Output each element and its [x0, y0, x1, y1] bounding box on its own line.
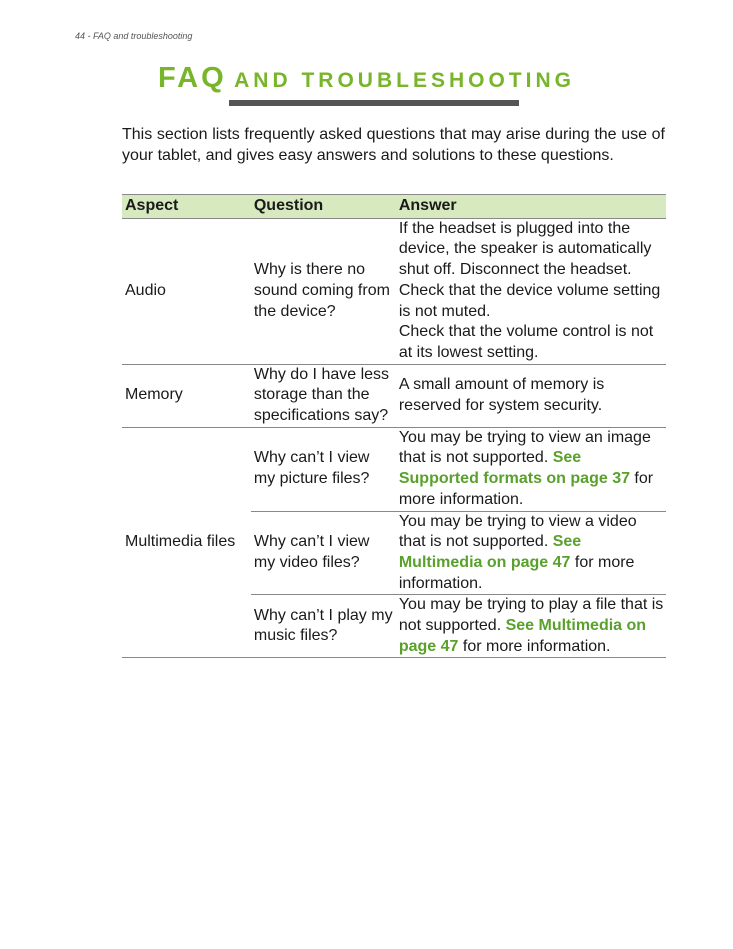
header-aspect: Aspect: [122, 195, 251, 219]
question-pictures: Why can’t I view my picture files?: [251, 427, 396, 511]
answer-audio-2: Check that the device volume setting is not muted.: [398, 281, 661, 320]
answer-video-text: You may be trying to view a video that is not supported.: [398, 512, 637, 551]
answer-music: [396, 595, 666, 658]
aspect-memory: Memory: [122, 364, 251, 427]
page-title: [0, 62, 733, 95]
header-question: Question: [251, 195, 396, 219]
question-memory: Why do I have less storage than the specifications say?: [251, 364, 396, 427]
question-audio: Why is there no sound coming from the device?: [251, 218, 396, 364]
link-supported-formats[interactable]: See Supported formats on page 37: [398, 449, 630, 488]
answer-pictures: [396, 427, 666, 511]
link-multimedia-music[interactable]: See Multimedia on page 47: [398, 617, 647, 655]
answer-video-tail: for more information.: [398, 553, 635, 592]
answer-pictures-text: You may be trying to view an image that is not supported.: [398, 428, 651, 467]
aspect-multimedia: Multimedia files: [122, 427, 251, 658]
question-video: Why can’t I view my video files?: [251, 511, 396, 595]
table-row-audio: [122, 218, 666, 364]
running-head: 44 - FAQ and troubleshooting: [75, 31, 193, 41]
answer-video: [396, 511, 666, 595]
table-row-pictures: [122, 427, 666, 511]
answer-pictures-tail: for more information.: [398, 470, 654, 508]
table-header-row: [122, 195, 666, 219]
answer-music-text: You may be trying to play a file that is not supported.: [398, 596, 664, 635]
answer-audio-1: If the headset is plugged into the device, the speaker is automatically shut off. Disconnect the headset.: [398, 219, 652, 279]
title-faq: FAQ: [158, 62, 227, 94]
intro-paragraph: This section lists frequently asked questions that may arise during the use of your tablet, and gives easy answers and solutions to these questions.: [122, 126, 665, 164]
aspect-audio: Audio: [122, 218, 251, 364]
faq-table: [122, 194, 666, 658]
header-answer: Answer: [396, 195, 666, 219]
answer-music-tail: for more information.: [458, 637, 611, 655]
title-underline: [229, 100, 519, 106]
question-music: Why can’t I play my music files?: [251, 595, 396, 658]
answer-audio-3: Check that the volume control is not at its lowest setting.: [398, 323, 654, 361]
answer-audio: [396, 218, 666, 364]
title-rest: AND TROUBLESHOOTING: [234, 69, 575, 92]
answer-memory: A small amount of memory is reserved for system security.: [396, 364, 666, 427]
link-multimedia-video[interactable]: See Multimedia on page 47: [398, 533, 582, 571]
table-row-memory: [122, 364, 666, 427]
